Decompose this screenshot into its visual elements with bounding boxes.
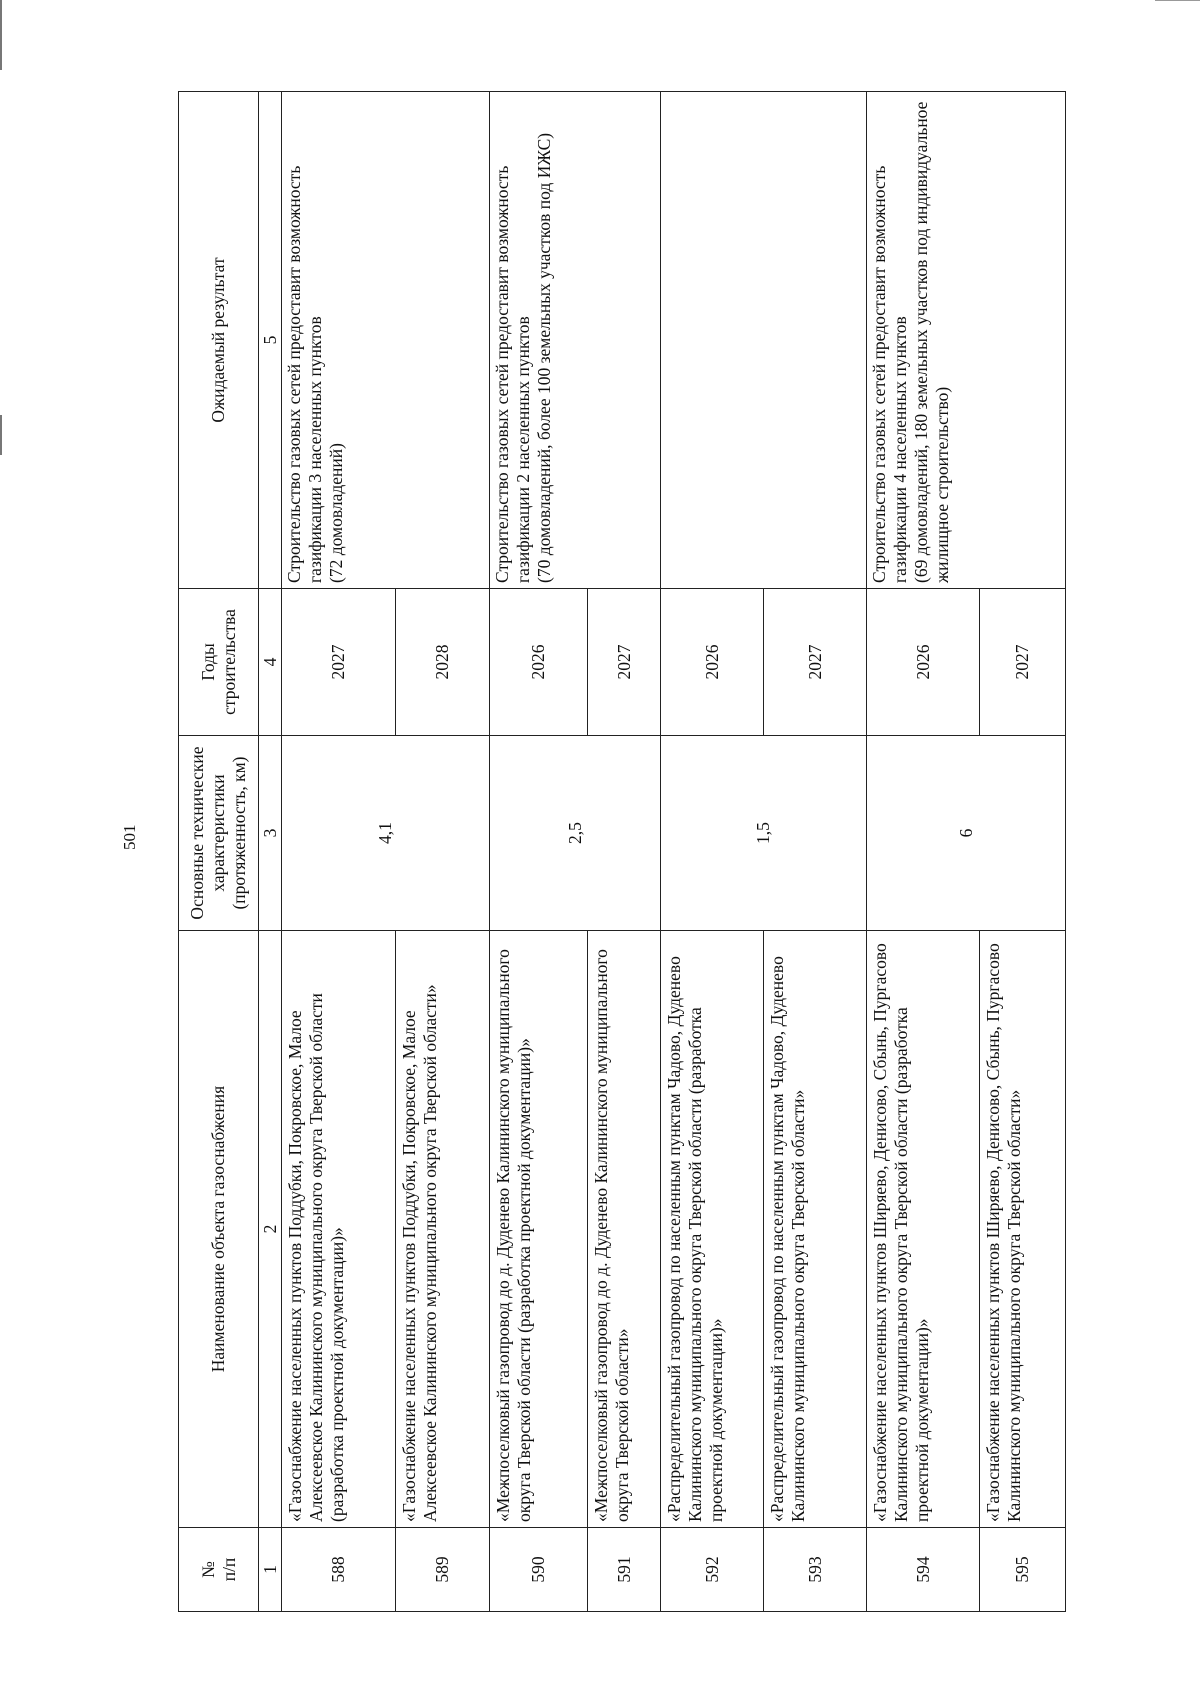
header-result: Ожидаемый результат (179, 92, 259, 589)
column-index: 1 (259, 1528, 282, 1612)
header-specs: Основные технические характеристики (протяженность, км) (179, 736, 259, 931)
expected-result (661, 92, 867, 589)
object-name: «Газоснабжение населенных пунктов Поддубки, Покровское, Малое Алексеевское Калининского муниципального округа Тверской области» (395, 931, 489, 1528)
expected-result: Строительство газовых сетей предоставит возможность газификации 4 населенных пунктов (69 домовладений, 180 земельных участков под индивидуальное жилищное строительство) (867, 92, 1066, 589)
object-name: «Газоснабжение населенных пунктов Ширяево, Денисово, Сбынь, Пургасово Калининского муниципального округа Тверской области (разработка проектной документации)» (867, 931, 980, 1528)
construction-year: 2026 (661, 589, 764, 736)
object-name: «Межпоселковый газопровод до д. Дуденево Калининского муниципального округа Тверской области (разработка проектной документации)» (490, 931, 588, 1528)
expected-result: Строительство газовых сетей предоставит возможность газификации 2 населенных пунктов (70 домовладений, более 100 земельных участков под ИЖС) (490, 92, 661, 589)
table-row (867, 92, 980, 1612)
table-row (490, 92, 588, 1612)
scan-edge-mark (0, 0, 2, 70)
header-num: № п/п (179, 1528, 259, 1612)
object-name: «Распределительный газопровод по населенным пунктам Чадово, Дуденево Калининского муниципального округа Тверской области (разработка проектной документации)» (661, 931, 764, 1528)
table-row (661, 92, 764, 1612)
row-number: 592 (661, 1528, 764, 1612)
construction-year: 2027 (587, 589, 661, 736)
object-name: «Распределительный газопровод по населенным пунктам Чадово, Дуденево Калининского муниципального округа Тверской области» (764, 931, 867, 1528)
expected-result: Строительство газовых сетей предоставит возможность газификации 3 населенных пунктов (72 домовладений) (282, 92, 490, 589)
column-index-row (259, 92, 282, 1612)
column-index: 3 (259, 736, 282, 931)
construction-year: 2027 (282, 589, 396, 736)
row-number: 591 (587, 1528, 661, 1612)
gas-supply-table (178, 91, 1066, 1612)
length-value: 6 (867, 736, 1066, 931)
header-years: Годы строительства (179, 589, 259, 736)
scan-edge-mark (0, 415, 2, 455)
construction-year: 2028 (395, 589, 489, 736)
column-index: 2 (259, 931, 282, 1528)
column-index: 5 (259, 92, 282, 589)
header-row (179, 92, 259, 1612)
page-number: 501 (120, 824, 139, 850)
construction-year: 2026 (867, 589, 980, 736)
object-name: «Межпоселковый газопровод до д. Дуденево Калининского муниципального округа Тверской области» (587, 931, 661, 1528)
row-number: 588 (282, 1528, 396, 1612)
construction-year: 2026 (490, 589, 588, 736)
row-number: 590 (490, 1528, 588, 1612)
row-number: 595 (980, 1528, 1066, 1612)
length-value: 1,5 (661, 736, 867, 931)
construction-year: 2027 (980, 589, 1066, 736)
construction-year: 2027 (764, 589, 867, 736)
object-name: «Газоснабжение населенных пунктов Поддубки, Покровское, Малое Алексеевское Калининского муниципального округа Тверской области (разработка проектной документации)» (282, 931, 396, 1528)
row-number: 594 (867, 1528, 980, 1612)
header-name: Наименование объекта газоснабжения (179, 931, 259, 1528)
row-number: 589 (395, 1528, 489, 1612)
object-name: «Газоснабжение населенных пунктов Ширяево, Денисово, Сбынь, Пургасово Калининского муниципального округа Тверской области» (980, 931, 1066, 1528)
row-number: 593 (764, 1528, 867, 1612)
length-value: 2,5 (490, 736, 661, 931)
table-row (282, 92, 396, 1612)
column-index: 4 (259, 589, 282, 736)
rotated-table-container (178, 92, 1066, 1612)
scan-edge-mark (1155, 0, 1200, 1)
length-value: 4,1 (282, 736, 490, 931)
